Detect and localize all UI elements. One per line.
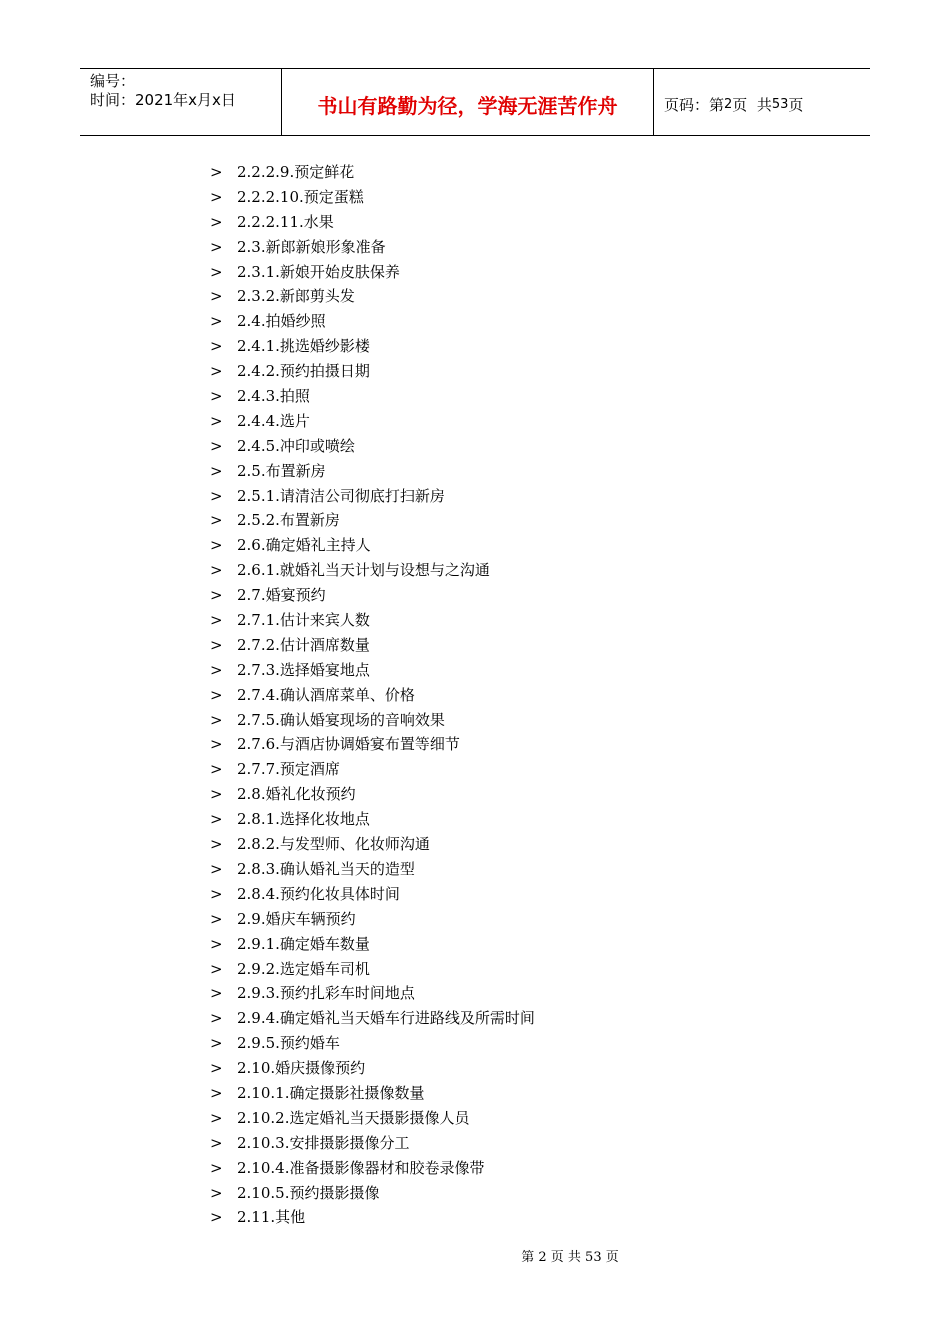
toc-item-text: 2.3.2.新郎剪头发 — [237, 287, 355, 306]
toc-item-text: 2.10.1.确定摄影社摄像数量 — [237, 1083, 425, 1102]
toc-item — [210, 1081, 535, 1106]
toc-item — [210, 1056, 535, 1081]
toc-item — [210, 807, 535, 832]
toc-bullet: > — [210, 710, 223, 729]
toc-item — [210, 409, 535, 434]
toc-item — [210, 583, 535, 608]
toc-bullet: > — [210, 984, 223, 1003]
toc-item-text: 2.7.6.与酒店协调婚宴布置等细节 — [237, 735, 460, 754]
toc-item-text: 2.5.1.请清洁公司彻底打扫新房 — [237, 486, 445, 505]
document-number-label: 编号： — [90, 72, 136, 90]
toc-item — [210, 857, 535, 882]
document-time-label: 时间：2021年x月x日 — [90, 91, 236, 109]
toc-item-text: 2.7.4.确认酒席菜单、价格 — [237, 685, 415, 704]
page-prefix: 页码：第 — [664, 95, 725, 114]
toc-bullet: > — [210, 163, 223, 181]
toc-bullet: > — [210, 859, 223, 878]
toc-item-text: 2.7.婚宴预约 — [237, 586, 326, 605]
toc-item-text: 2.2.2.11.水果 — [237, 212, 334, 231]
toc-item — [210, 210, 535, 235]
toc-item — [210, 384, 535, 409]
toc-item-text: 2.10.4.准备摄影像器材和胶卷录像带 — [237, 1158, 485, 1177]
toc-bullet: > — [210, 387, 223, 406]
toc-bullet: > — [210, 1034, 223, 1053]
toc-item — [210, 1131, 535, 1156]
toc-bullet: > — [210, 362, 223, 381]
toc-item — [210, 1156, 535, 1181]
toc-item — [210, 484, 535, 509]
toc-item — [210, 732, 535, 757]
header-page-info — [654, 69, 870, 135]
toc-item-text: 2.4.5.冲印或喷绘 — [237, 436, 355, 455]
toc-item-text: 2.6.1.就婚礼当天计划与设想与之沟通 — [237, 561, 490, 580]
page-mid: 页 共 — [732, 95, 772, 114]
toc-item — [210, 981, 535, 1006]
page-footer: 第 2 页 共 53 页 — [521, 1250, 619, 1265]
toc-item — [210, 782, 535, 807]
toc-item-text: 2.10.5.预约摄影摄像 — [237, 1183, 380, 1202]
page-suffix: 页 — [788, 95, 804, 114]
toc-bullet: > — [210, 436, 223, 455]
toc-bullet: > — [210, 611, 223, 630]
header-meta — [80, 69, 282, 135]
toc-bullet: > — [210, 212, 223, 231]
toc-item — [210, 508, 535, 533]
toc-item — [210, 608, 535, 633]
toc-item — [210, 1181, 535, 1206]
page-current: 2 — [724, 96, 733, 112]
toc-bullet: > — [210, 909, 223, 928]
toc-bullet: > — [210, 411, 223, 430]
toc-item — [210, 359, 535, 384]
toc-item — [210, 882, 535, 907]
toc-bullet: > — [210, 511, 223, 530]
toc-item-text: 2.8.3.确认婚礼当天的造型 — [237, 859, 415, 878]
toc-item-text: 2.5.布置新房 — [237, 461, 326, 480]
toc-bullet: > — [210, 1133, 223, 1152]
toc-item — [210, 434, 535, 459]
toc-item-text: 2.8.4.预约化妆具体时间 — [237, 884, 400, 903]
toc-item-text: 2.2.2.9.预定鲜花 — [237, 163, 355, 181]
toc-bullet: > — [210, 685, 223, 704]
toc-bullet: > — [210, 1009, 223, 1028]
toc-bullet: > — [210, 1158, 223, 1177]
toc-item — [210, 633, 535, 658]
toc-item — [210, 907, 535, 932]
toc-item-text: 2.9.5.预约婚车 — [237, 1034, 340, 1053]
toc-bullet: > — [210, 660, 223, 679]
page-header — [80, 68, 870, 136]
table-of-contents — [210, 160, 535, 1230]
toc-item — [210, 1031, 535, 1056]
toc-bullet: > — [210, 934, 223, 953]
toc-item-text: 2.7.1.估计来宾人数 — [237, 611, 370, 630]
toc-bullet: > — [210, 884, 223, 903]
toc-item-text: 2.9.1.确定婚车数量 — [237, 934, 370, 953]
toc-item-text: 2.10.婚庆摄像预约 — [237, 1059, 366, 1078]
toc-bullet: > — [210, 486, 223, 505]
toc-item-text: 2.8.1.选择化妆地点 — [237, 810, 370, 829]
toc-bullet: > — [210, 1208, 223, 1227]
header-motto: 书山有路勤为径，学海无涯苦作舟 — [282, 69, 654, 135]
toc-item — [210, 558, 535, 583]
toc-item — [210, 459, 535, 484]
toc-bullet: > — [210, 735, 223, 754]
toc-bullet: > — [210, 1183, 223, 1202]
toc-item-text: 2.10.3.安排摄影摄像分工 — [237, 1133, 410, 1152]
toc-item-text: 2.11.其他 — [237, 1208, 306, 1227]
toc-bullet: > — [210, 187, 223, 206]
toc-item-text: 2.7.7.预定酒席 — [237, 760, 340, 779]
toc-bullet: > — [210, 536, 223, 555]
toc-item — [210, 160, 535, 185]
toc-bullet: > — [210, 237, 223, 256]
toc-item — [210, 185, 535, 210]
toc-bullet: > — [210, 461, 223, 480]
toc-item — [210, 658, 535, 683]
toc-item-text: 2.7.3.选择婚宴地点 — [237, 660, 370, 679]
toc-item — [210, 235, 535, 260]
toc-item — [210, 1106, 535, 1131]
toc-item-text: 2.7.2.估计酒席数量 — [237, 635, 370, 654]
toc-item — [210, 533, 535, 558]
toc-item-text: 2.4.1.挑选婚纱影楼 — [237, 337, 370, 356]
toc-bullet: > — [210, 635, 223, 654]
toc-bullet: > — [210, 760, 223, 779]
toc-item-text: 2.9.4.确定婚礼当天婚车行进路线及所需时间 — [237, 1009, 535, 1028]
toc-bullet: > — [210, 287, 223, 306]
toc-item — [210, 708, 535, 733]
toc-bullet: > — [210, 835, 223, 854]
toc-item-text: 2.10.2.选定婚礼当天摄影摄像人员 — [237, 1108, 470, 1127]
toc-item — [210, 309, 535, 334]
toc-bullet: > — [210, 785, 223, 804]
toc-item — [210, 932, 535, 957]
toc-item-text: 2.5.2.布置新房 — [237, 511, 340, 530]
toc-bullet: > — [210, 959, 223, 978]
toc-item-text: 2.3.新郎新娘形象准备 — [237, 237, 386, 256]
page-total: 53 — [771, 96, 789, 112]
toc-bullet: > — [210, 561, 223, 580]
toc-bullet: > — [210, 586, 223, 605]
toc-item-text: 2.6.确定婚礼主持人 — [237, 536, 371, 555]
toc-bullet: > — [210, 1083, 223, 1102]
toc-item-text: 2.8.婚礼化妆预约 — [237, 785, 356, 804]
toc-item-text: 2.7.5.确认婚宴现场的音响效果 — [237, 710, 445, 729]
toc-bullet: > — [210, 337, 223, 356]
toc-bullet: > — [210, 312, 223, 331]
toc-item-text: 2.2.2.10.预定蛋糕 — [237, 187, 364, 206]
toc-bullet: > — [210, 262, 223, 281]
toc-item — [210, 334, 535, 359]
toc-item-text: 2.3.1.新娘开始皮肤保养 — [237, 262, 400, 281]
toc-item — [210, 683, 535, 708]
toc-item-text: 2.4.2.预约拍摄日期 — [237, 362, 370, 381]
toc-item — [210, 832, 535, 857]
toc-bullet: > — [210, 1059, 223, 1078]
toc-item — [210, 1205, 535, 1230]
toc-item — [210, 284, 535, 309]
toc-item — [210, 757, 535, 782]
toc-bullet: > — [210, 810, 223, 829]
toc-item — [210, 957, 535, 982]
toc-item-text: 2.4.4.选片 — [237, 411, 310, 430]
toc-item — [210, 1006, 535, 1031]
toc-item-text: 2.9.3.预约扎彩车时间地点 — [237, 984, 415, 1003]
toc-item-text: 2.9.2.选定婚车司机 — [237, 959, 370, 978]
toc-item-text: 2.9.婚庆车辆预约 — [237, 909, 356, 928]
toc-item — [210, 260, 535, 285]
toc-item-text: 2.4.3.拍照 — [237, 387, 310, 406]
toc-item-text: 2.4.拍婚纱照 — [237, 312, 326, 331]
toc-bullet: > — [210, 1108, 223, 1127]
toc-item-text: 2.8.2.与发型师、化妆师沟通 — [237, 835, 430, 854]
